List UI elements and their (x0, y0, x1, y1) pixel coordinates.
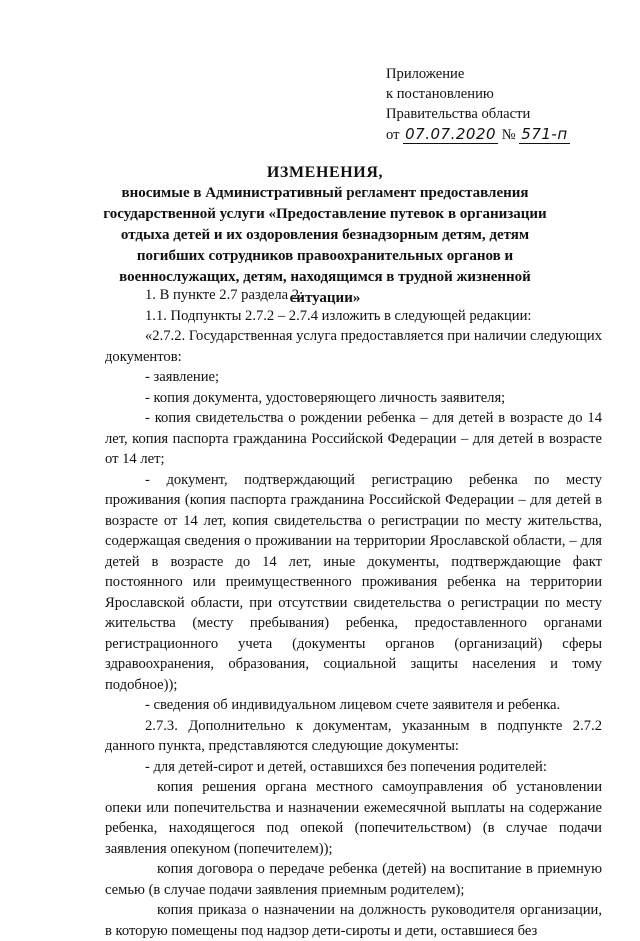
paragraph: копия договора о передаче ребенка (детей) на воспитание в приемную семью (в случае подачи заявления приемным родителем); (105, 861, 602, 898)
appendix-line-2: к постановлению (386, 86, 494, 102)
list-item: - для детей-сирот и детей, оставшихся без попечения родителей: (145, 758, 547, 775)
list-item: - копия свидетельства о рождении ребенка – для детей в возрасте до 14 лет, копия паспорта гражданина Российской Федерации – для детей в возрасте от 14 лет; (105, 410, 602, 467)
list-item: - заявление; (145, 369, 220, 385)
appendix-block (386, 64, 636, 145)
appendix-line-3: Правительства области (386, 106, 531, 122)
title-heading: ИЗМЕНЕНИЯ, (266, 164, 384, 181)
appendix-line-1: Приложение (386, 66, 465, 82)
paragraph: «2.7.2. Государственная услуга предоставляется при наличии следующих документов: (105, 328, 602, 365)
list-item: - документ, подтверждающий регистрацию ребенка по месту проживания (копия паспорта гражданина Российской Федерации – для детей в возрасте от 14 лет, копия свидетельства о регистрации по месту жительства, содержащая сведения о проживании на территории Ярославской области, – для детей в возрасте до 14 лет, иные документы, подтверждающие факт постоянного или преимущественного проживания ребенка на территории Ярославской области, при отсутствии свидетельства о регистрации по месту жительства (месту пребывания) ребенка, предоставленного органами регистрационного учета (документы органов (организаций) сферы здравоохранения, образования, социальной защиты населения и тому подобное)); (105, 471, 602, 693)
document-body (105, 285, 602, 941)
list-item: - копия документа, удостоверяющего личность заявителя; (145, 389, 506, 406)
handwritten-date: 07.07.2020 (405, 125, 497, 143)
title-subtitle: вносимые в Административный регламент предоставления государственной услуги «Предоставление путевок в организации отдыха детей и их оздоровления безнадзорным детям, детям погибших сотрудников правоохранительных органов и военнослужащих, детям, находящимся в трудной жизненной ситуации» (103, 185, 547, 306)
handwritten-number: 571-п (521, 125, 568, 143)
paragraph: 2.7.3. Дополнительно к документам, указанным в подпункте 2.7.2 данного пункта, представляются следующие документы: (105, 717, 602, 754)
list-item: - сведения об индивидуальном лицевом счете заявителя и ребенка. (145, 697, 561, 713)
date-prefix: от (386, 127, 400, 143)
paragraph: копия приказа о назначении на должность руководителя организации, в которую помещены под надзор дети-сироты и дети, оставшиеся без (105, 902, 602, 939)
paragraph: 1.1. Подпункты 2.7.2 – 2.7.4 изложить в следующей редакции: (145, 307, 532, 324)
paragraph: копия решения органа местного самоуправления об установлении опеки или попечительства и назначении ежемесячной выплаты на содержание ребенка, находящегося под опекой (попечительством) (в случае подачи заявления опекуном (попечителем)); (105, 779, 602, 857)
number-prefix: № (501, 127, 516, 143)
paragraph: 1. В пункте 2.7 раздела 2: (145, 287, 304, 303)
appendix-date-row (386, 124, 636, 145)
